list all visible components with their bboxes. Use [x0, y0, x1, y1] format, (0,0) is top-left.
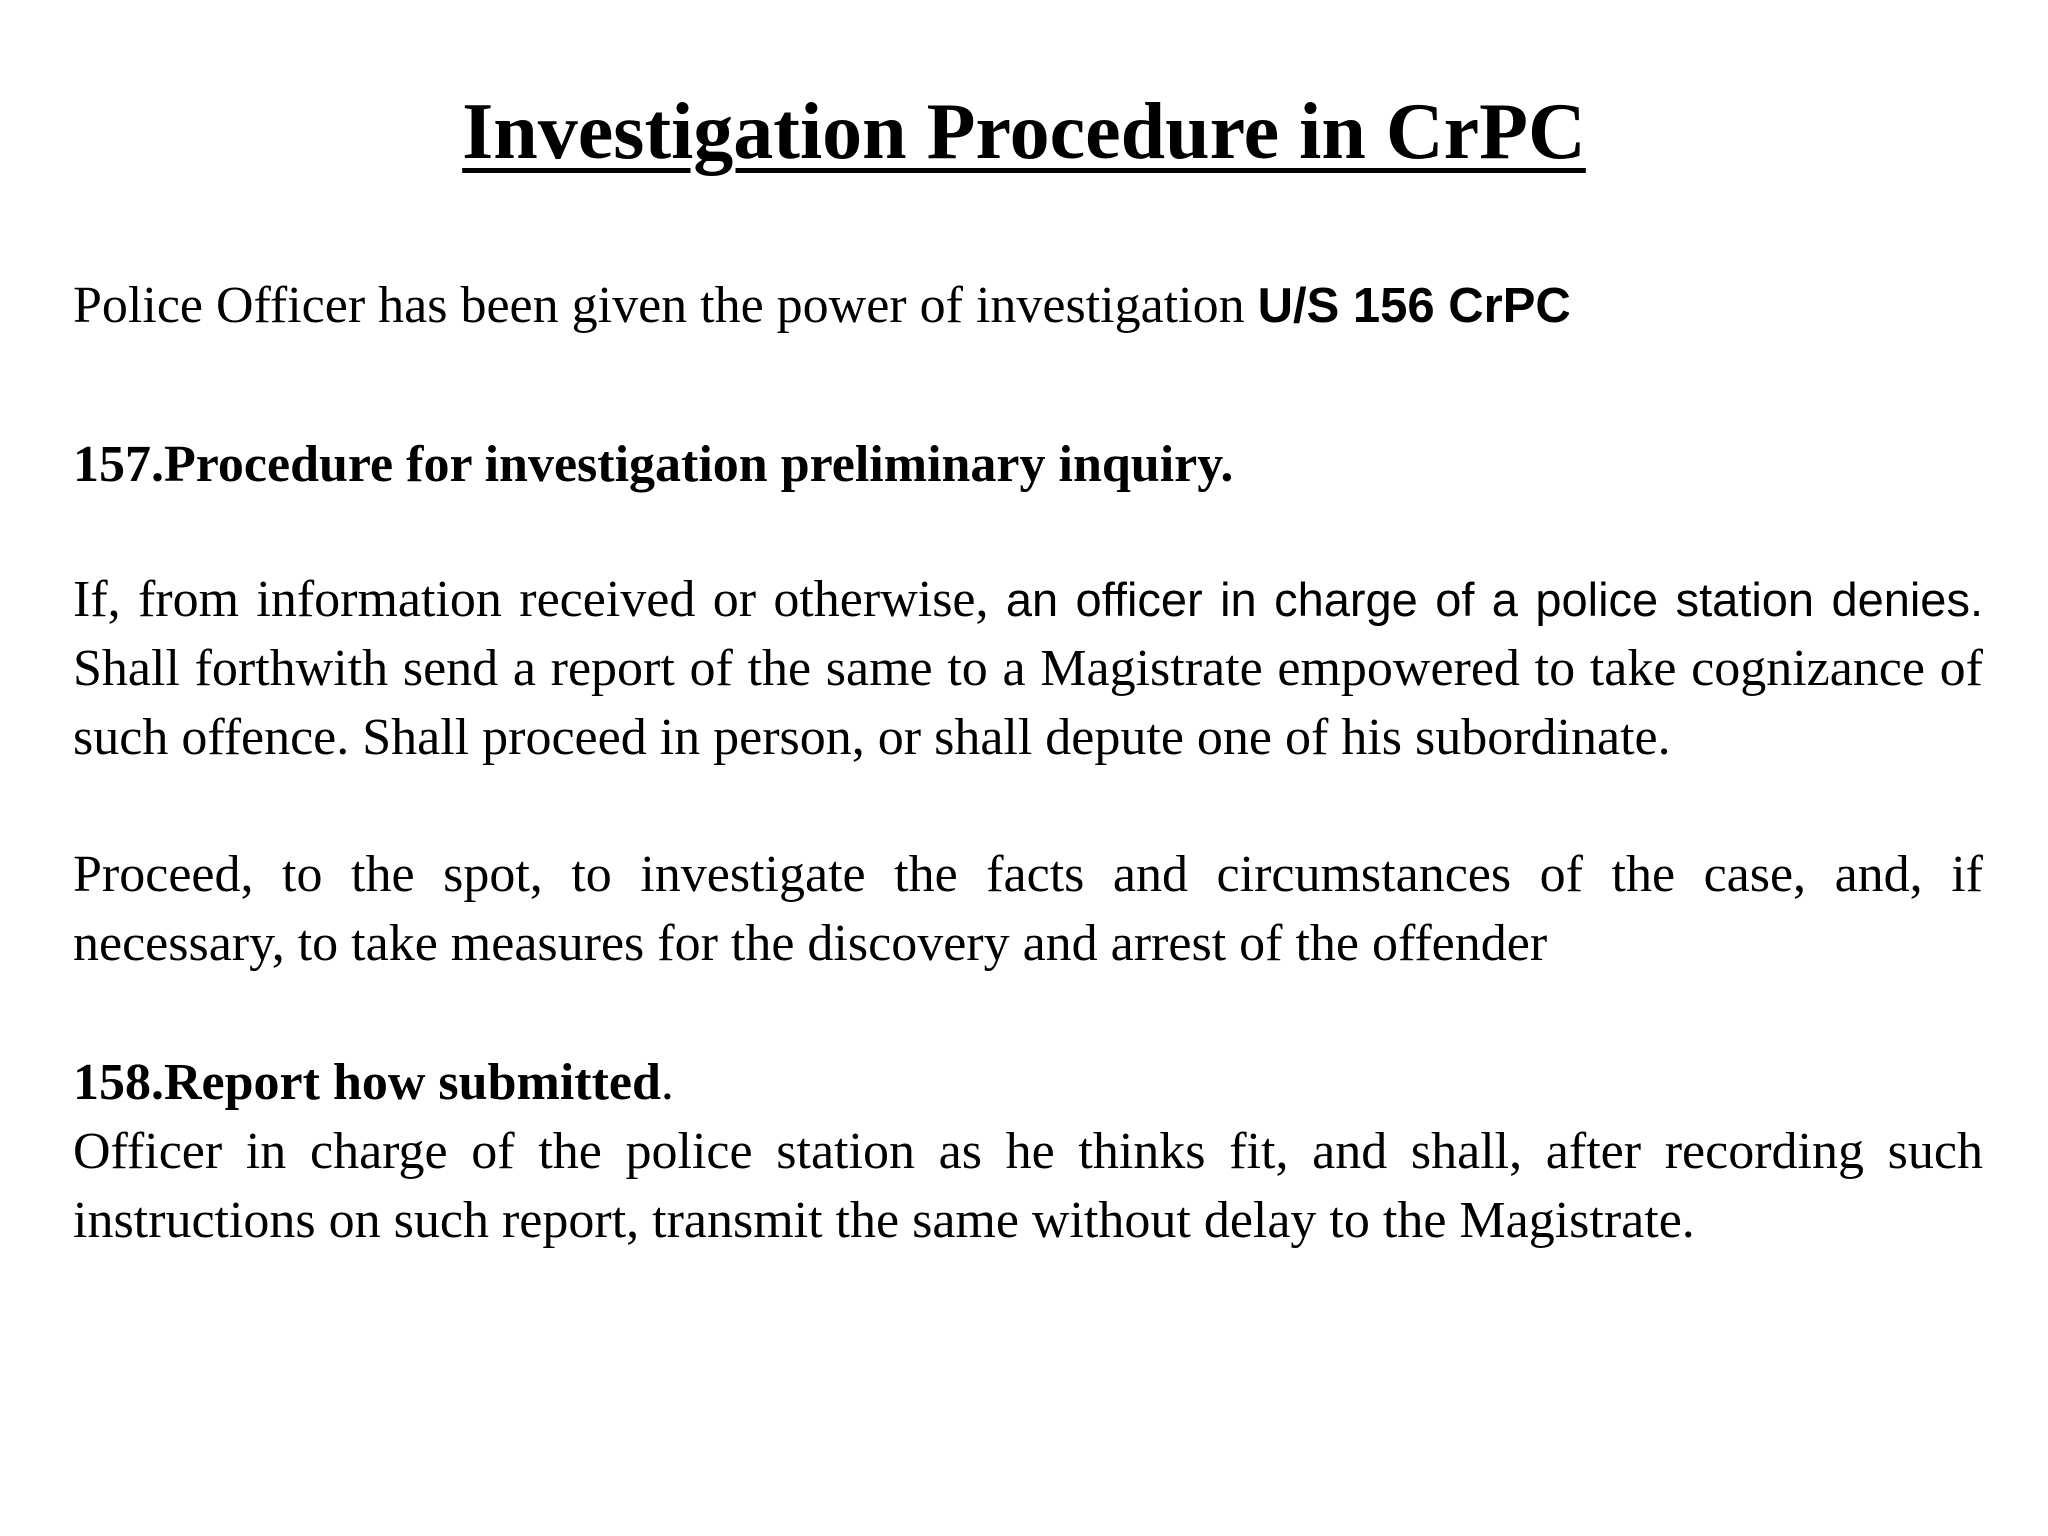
- section-157-para1-part2: an officer in charge of a police station denies.: [1005, 573, 1984, 626]
- intro-line: [73, 273, 1571, 339]
- section-158-heading-period: .: [660, 1054, 674, 1111]
- section-157-para1-part3: Shall forthwith send a report of the same to a Magistrate empowered to take cognizance of such offence. Shall proceed in person, or shall depute one of his subordinate.: [73, 640, 1983, 766]
- intro-emphasis: U/S 156 CrPC: [1257, 279, 1571, 333]
- section-157-paragraph-2: Proceed, to the spot, to investigate the facts and circumstances of the case, and, if necessary, to take measures for the discovery and arrest of the offender: [73, 846, 1983, 972]
- section-157-para1-part1: If, from information received or otherwise,: [73, 571, 1006, 628]
- section-158-paragraph: Officer in charge of the police station as he thinks fit, and shall, after recording such instructions on such report, transmit the same without delay to the Magistrate.: [73, 1123, 1983, 1249]
- page-title-text: Investigation Procedure in CrPC: [462, 88, 1586, 176]
- page-title: [0, 82, 2048, 182]
- section-158-heading-text: 158.Report how submitted: [73, 1054, 661, 1111]
- section-157-heading: 157.Procedure for investigation preliminary inquiry.: [73, 436, 1234, 493]
- section-157-paragraph-1: [73, 565, 1983, 772]
- section-158-heading: [73, 1050, 674, 1116]
- intro-text: Police Officer has been given the power of investigation: [73, 277, 1258, 334]
